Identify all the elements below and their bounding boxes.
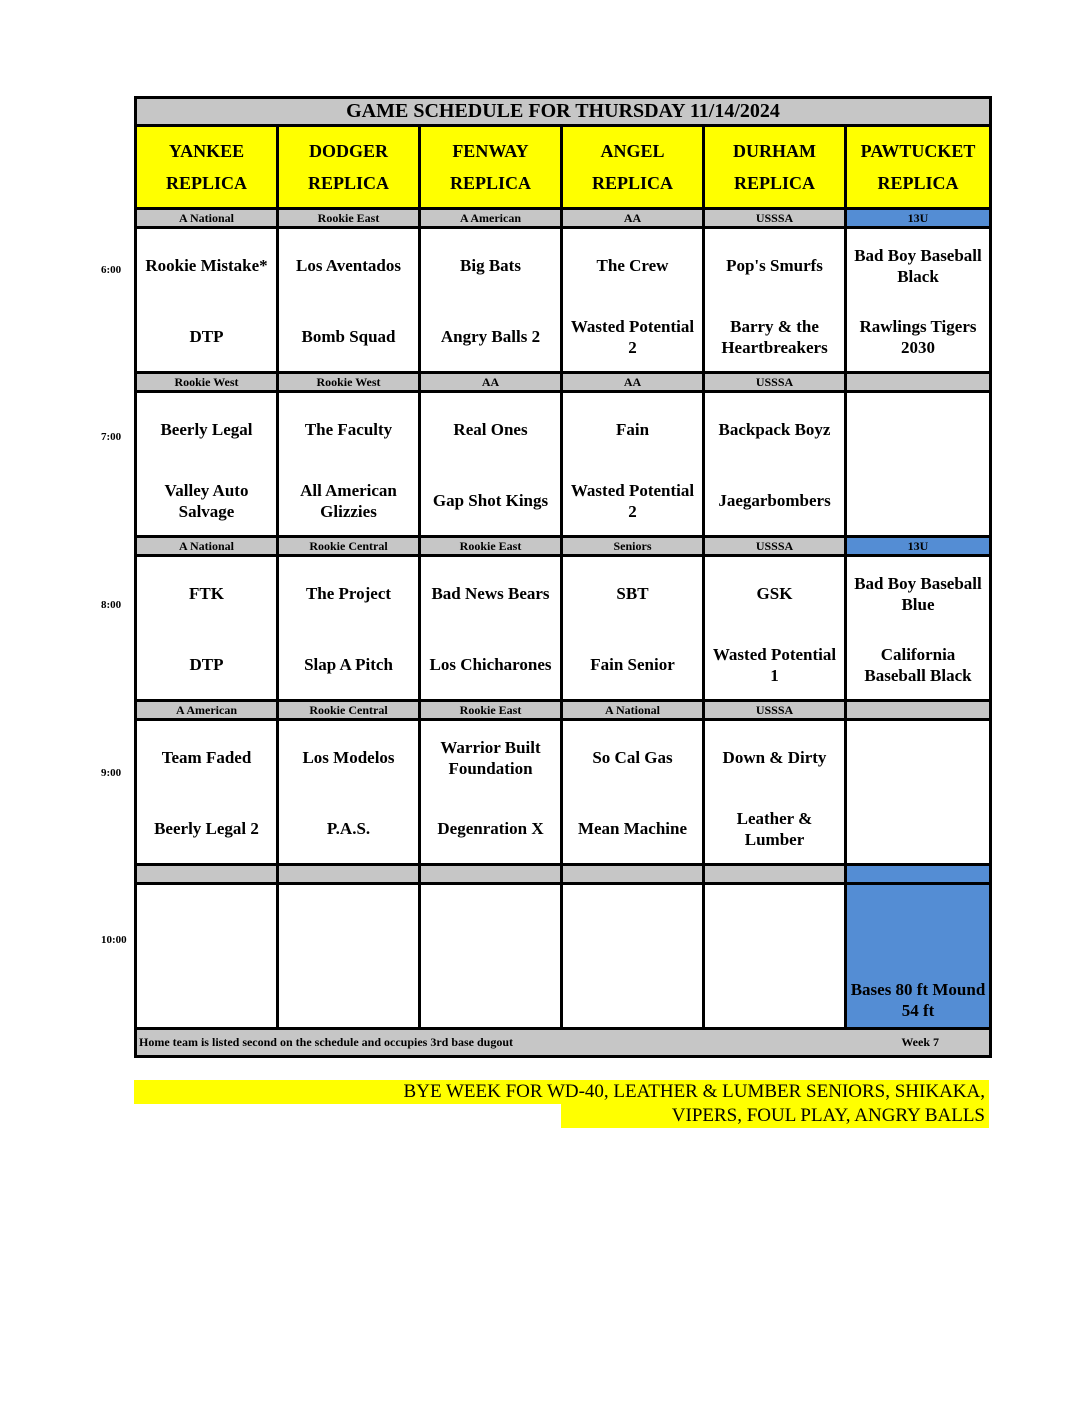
home-team: Bomb Squad — [301, 327, 396, 346]
time-label: 10:00 — [101, 934, 127, 946]
field-subtitle: REPLICA — [307, 173, 389, 193]
field-header — [420, 126, 562, 209]
schedule-sheet — [134, 96, 989, 1058]
home-team: Jaegarbombers — [718, 491, 831, 510]
field-subtitle: REPLICA — [165, 173, 247, 193]
field-name: DODGER — [308, 141, 388, 161]
field-name: YANKEE — [168, 141, 245, 161]
home-team: Wasted Potential 2 — [570, 480, 695, 521]
game-cell — [562, 720, 704, 865]
game-cell — [562, 392, 704, 537]
game-cell — [562, 228, 704, 373]
division-label: Rookie Central — [278, 537, 420, 556]
game-cell — [846, 392, 991, 537]
away-team: Beerly Legal — [160, 420, 253, 439]
away-team: The Crew — [596, 256, 669, 275]
time-label: 8:00 — [101, 599, 122, 611]
home-team: Valley Auto Salvage — [164, 480, 249, 521]
field-name: ANGEL — [600, 141, 665, 161]
field-subtitle: REPLICA — [733, 173, 815, 193]
division-label: Rookie Central — [278, 701, 420, 720]
division-label: AA — [562, 373, 704, 392]
home-team: DTP — [189, 655, 224, 674]
away-team: Pop's Smurfs — [726, 256, 823, 275]
game-cell — [136, 228, 278, 373]
home-team: P.A.S. — [326, 819, 371, 838]
division-label: Seniors — [562, 537, 704, 556]
home-team: Wasted Potential 1 — [712, 644, 837, 685]
division-label: A National — [136, 537, 278, 556]
game-cell — [278, 556, 420, 701]
home-team: Barry & the Heartbreakers — [721, 316, 828, 357]
division-label: Rookie East — [420, 701, 562, 720]
field-header — [846, 126, 991, 209]
home-team: Mean Machine — [577, 819, 688, 838]
game-cell — [846, 884, 991, 1029]
division-label: Rookie East — [420, 537, 562, 556]
division-label: USSSA — [704, 209, 846, 228]
division-row — [136, 537, 991, 556]
field-subtitle: REPLICA — [449, 173, 531, 193]
division-label — [704, 865, 846, 884]
game-row — [136, 556, 991, 701]
bye-week-text: BYE WEEK FOR WD-40, LEATHER & LUMBER SENIORS, SHIKAKA, — [403, 1081, 985, 1102]
time-label: 9:00 — [101, 767, 122, 779]
game-cell — [136, 392, 278, 537]
division-row — [136, 865, 991, 884]
away-team: Los Aventados — [295, 256, 401, 275]
bye-week-line-1 — [134, 1080, 989, 1104]
division-label: 13U — [846, 537, 991, 556]
division-label: USSSA — [704, 701, 846, 720]
game-cell — [420, 884, 562, 1029]
game-cell — [704, 392, 846, 537]
game-cell — [278, 228, 420, 373]
division-label: A American — [420, 209, 562, 228]
home-team: Gap Shot Kings — [432, 491, 549, 510]
game-cell — [846, 228, 991, 373]
game-cell — [278, 392, 420, 537]
bye-week-line-2 — [561, 1104, 989, 1128]
division-label: USSSA — [704, 373, 846, 392]
home-team: Beerly Legal 2 — [154, 819, 259, 838]
away-team: Team Faded — [161, 748, 252, 767]
game-cell — [704, 556, 846, 701]
game-cell — [136, 884, 278, 1029]
home-team: Angry Balls 2 — [440, 327, 541, 346]
away-team: Bad Boy Baseball Blue — [854, 573, 982, 614]
away-team: So Cal Gas — [592, 748, 673, 767]
away-team: GSK — [756, 584, 793, 603]
away-team: Bad News Bears — [431, 584, 550, 603]
division-label: Rookie West — [278, 373, 420, 392]
away-team: SBT — [616, 584, 649, 603]
game-cell — [562, 556, 704, 701]
away-team — [849, 393, 987, 466]
away-team: Down & Dirty — [722, 748, 827, 767]
division-row — [136, 701, 991, 720]
game-row — [136, 884, 991, 1029]
home-team — [849, 466, 987, 535]
schedule-title: GAME SCHEDULE FOR THURSDAY 11/14/2024 — [136, 98, 991, 126]
game-cell — [420, 720, 562, 865]
home-team: Slap A Pitch — [304, 655, 393, 674]
away-team: Fain — [615, 420, 650, 439]
game-cell — [420, 392, 562, 537]
game-cell — [704, 228, 846, 373]
game-cell — [846, 556, 991, 701]
game-row — [136, 228, 991, 373]
game-cell — [846, 720, 991, 865]
division-label — [420, 865, 562, 884]
away-team: Backpack Boyz — [718, 420, 831, 439]
game-cell — [278, 884, 420, 1029]
away-team: Big Bats — [460, 256, 521, 275]
field-dimensions-note: Bases 80 ft Mound 54 ft — [850, 980, 986, 1020]
footer-bar — [136, 1029, 991, 1057]
division-label: USSSA — [704, 537, 846, 556]
schedule-table — [134, 96, 992, 1058]
division-label: 13U — [846, 209, 991, 228]
home-team: Leather & Lumber — [736, 808, 813, 849]
away-team: Bad Boy Baseball Black — [854, 245, 982, 286]
division-label — [846, 373, 991, 392]
division-label: A American — [136, 701, 278, 720]
home-team-note: Home team is listed second on the schedule and occupies 3rd base dugout — [139, 1035, 514, 1049]
away-team: Los Modelos — [302, 748, 395, 767]
home-team: Fain Senior — [590, 655, 675, 674]
field-subtitle: REPLICA — [877, 173, 959, 193]
division-label — [562, 865, 704, 884]
away-team: Real Ones — [453, 420, 528, 439]
home-team — [849, 794, 987, 863]
division-label — [846, 865, 991, 884]
field-name: DURHAM — [733, 141, 816, 161]
field-header — [278, 126, 420, 209]
division-label: A National — [562, 701, 704, 720]
game-cell — [562, 884, 704, 1029]
division-label: Rookie West — [136, 373, 278, 392]
game-cell — [278, 720, 420, 865]
division-label: Rookie East — [278, 209, 420, 228]
home-team: California Baseball Black — [864, 644, 972, 685]
away-team: The Project — [305, 584, 392, 603]
division-label: AA — [562, 209, 704, 228]
division-label — [136, 865, 278, 884]
time-label: 6:00 — [101, 264, 122, 276]
division-label — [278, 865, 420, 884]
bye-week-text: VIPERS, FOUL PLAY, ANGRY BALLS — [671, 1105, 985, 1126]
away-team: Rookie Mistake* — [145, 256, 268, 275]
field-name: FENWAY — [452, 141, 529, 161]
time-label: 7:00 — [101, 431, 122, 443]
division-label: A National — [136, 209, 278, 228]
home-team: Wasted Potential 2 — [570, 316, 695, 357]
game-cell — [136, 556, 278, 701]
field-header — [136, 126, 278, 209]
field-name: PAWTUCKET — [860, 141, 976, 161]
home-team: All American Glizzies — [300, 480, 397, 521]
game-cell — [420, 556, 562, 701]
game-row — [136, 720, 991, 865]
field-header — [704, 126, 846, 209]
away-team — [849, 721, 987, 794]
home-team: Degenration X — [437, 819, 544, 838]
game-cell — [136, 720, 278, 865]
away-team: Warrior Built Foundation — [440, 737, 541, 778]
division-label — [846, 701, 991, 720]
away-team: The Faculty — [304, 420, 393, 439]
field-subtitle: REPLICA — [591, 173, 673, 193]
field-header — [562, 126, 704, 209]
game-cell — [420, 228, 562, 373]
division-row — [136, 209, 991, 228]
home-team: Rawlings Tigers 2030 — [859, 316, 977, 357]
game-row — [136, 392, 991, 537]
division-row — [136, 373, 991, 392]
week-label: Week 7 — [901, 1035, 939, 1049]
game-cell — [704, 884, 846, 1029]
home-team: DTP — [189, 327, 224, 346]
home-team: Los Chicharones — [429, 655, 552, 674]
game-cell — [704, 720, 846, 865]
division-label: AA — [420, 373, 562, 392]
away-team: FTK — [189, 584, 224, 603]
